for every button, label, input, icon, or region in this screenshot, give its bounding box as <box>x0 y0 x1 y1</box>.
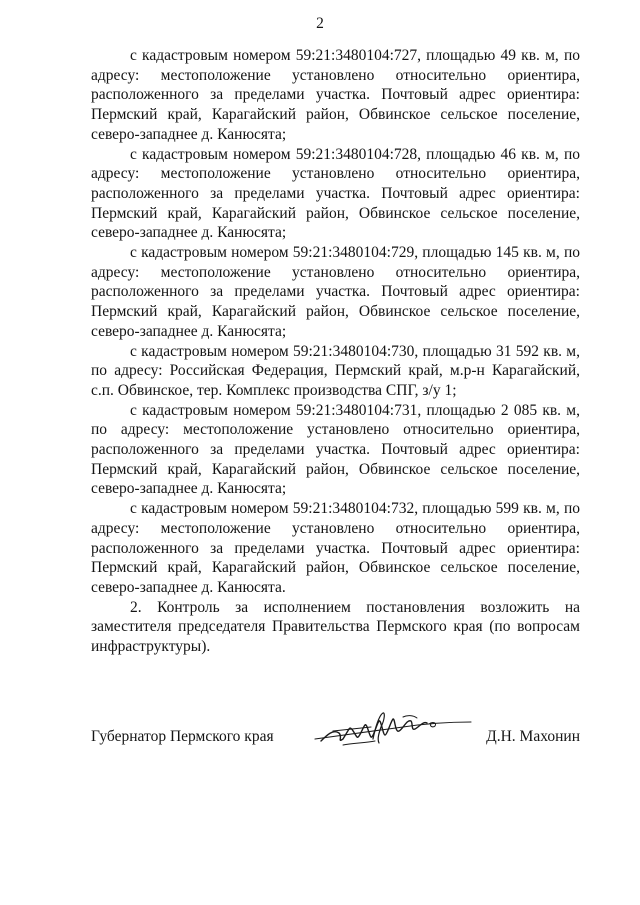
cadastral-item-727: с кадастровым номером 59:21:3480104:727, площадью 49 кв. м, по адресу: местоположение установлено относительно ориентира, расположенного за пределами участка. Почтовый адрес ориентира: Пермский край, Карагайский район, Обвинское сельское поселение, северо-западнее д. Канюсята; <box>91 47 580 143</box>
handwritten-signature-icon <box>313 709 473 755</box>
cadastral-item-730: с кадастровым номером 59:21:3480104:730, площадью 31 592 кв. м, по адресу: Российская Федерация, Пермский край, м.р-н Карагайский, с.п. Обвинское, тер. Комплекс производства СПГ, з/у 1; <box>91 342 580 399</box>
signature-block <box>91 727 580 747</box>
cadastral-item-728: с кадастровым номером 59:21:3480104:728, площадью 46 кв. м, по адресу: местоположение установлено относительно ориентира, расположенного за пределами участка. Почтовый адрес ориентира: Пермский край, Карагайский район, Обвинское сельское поселение, северо-западнее д. Канюсята; <box>91 145 580 242</box>
control-clause: 2. Контроль за исполнением постановления возложить на заместителя председателя Правительства Пермского края (по вопросам инфраструктуры). <box>91 598 580 656</box>
cadastral-item-729: с кадастровым номером 59:21:3480104:729, площадью 145 кв. м, по адресу: местоположение установлено относительно ориентира, расположенного за пределами участка. Почтовый адрес ориентира: Пермский край, Карагайский район, Обвинское сельское поселение, северо-западнее д. Канюсята; <box>91 244 580 340</box>
signer-name: Д.Н. Махонин <box>486 728 580 745</box>
page-number: 2 <box>316 15 324 32</box>
cadastral-item-731: с кадастровым номером 59:21:3480104:731, площадью 2 085 кв. м, по адресу: местоположение установлено относительно ориентира, расположенного за пределами участка. Почтовый адрес ориентира: Пермский край, Карагайский район, Обвинское сельское поселение, северо-западнее д. Канюсята; <box>91 401 580 498</box>
signer-title: Губернатор Пермского края <box>91 728 274 745</box>
cadastral-item-732: с кадастровым номером 59:21:3480104:732, площадью 599 кв. м, по адресу: местоположение установлено относительно ориентира, расположенного за пределами участка. Почтовый адрес ориентира: Пермский край, Карагайский район, Обвинское сельское поселение, северо-западнее д. Канюсята. <box>91 500 580 596</box>
document-body <box>91 46 580 657</box>
